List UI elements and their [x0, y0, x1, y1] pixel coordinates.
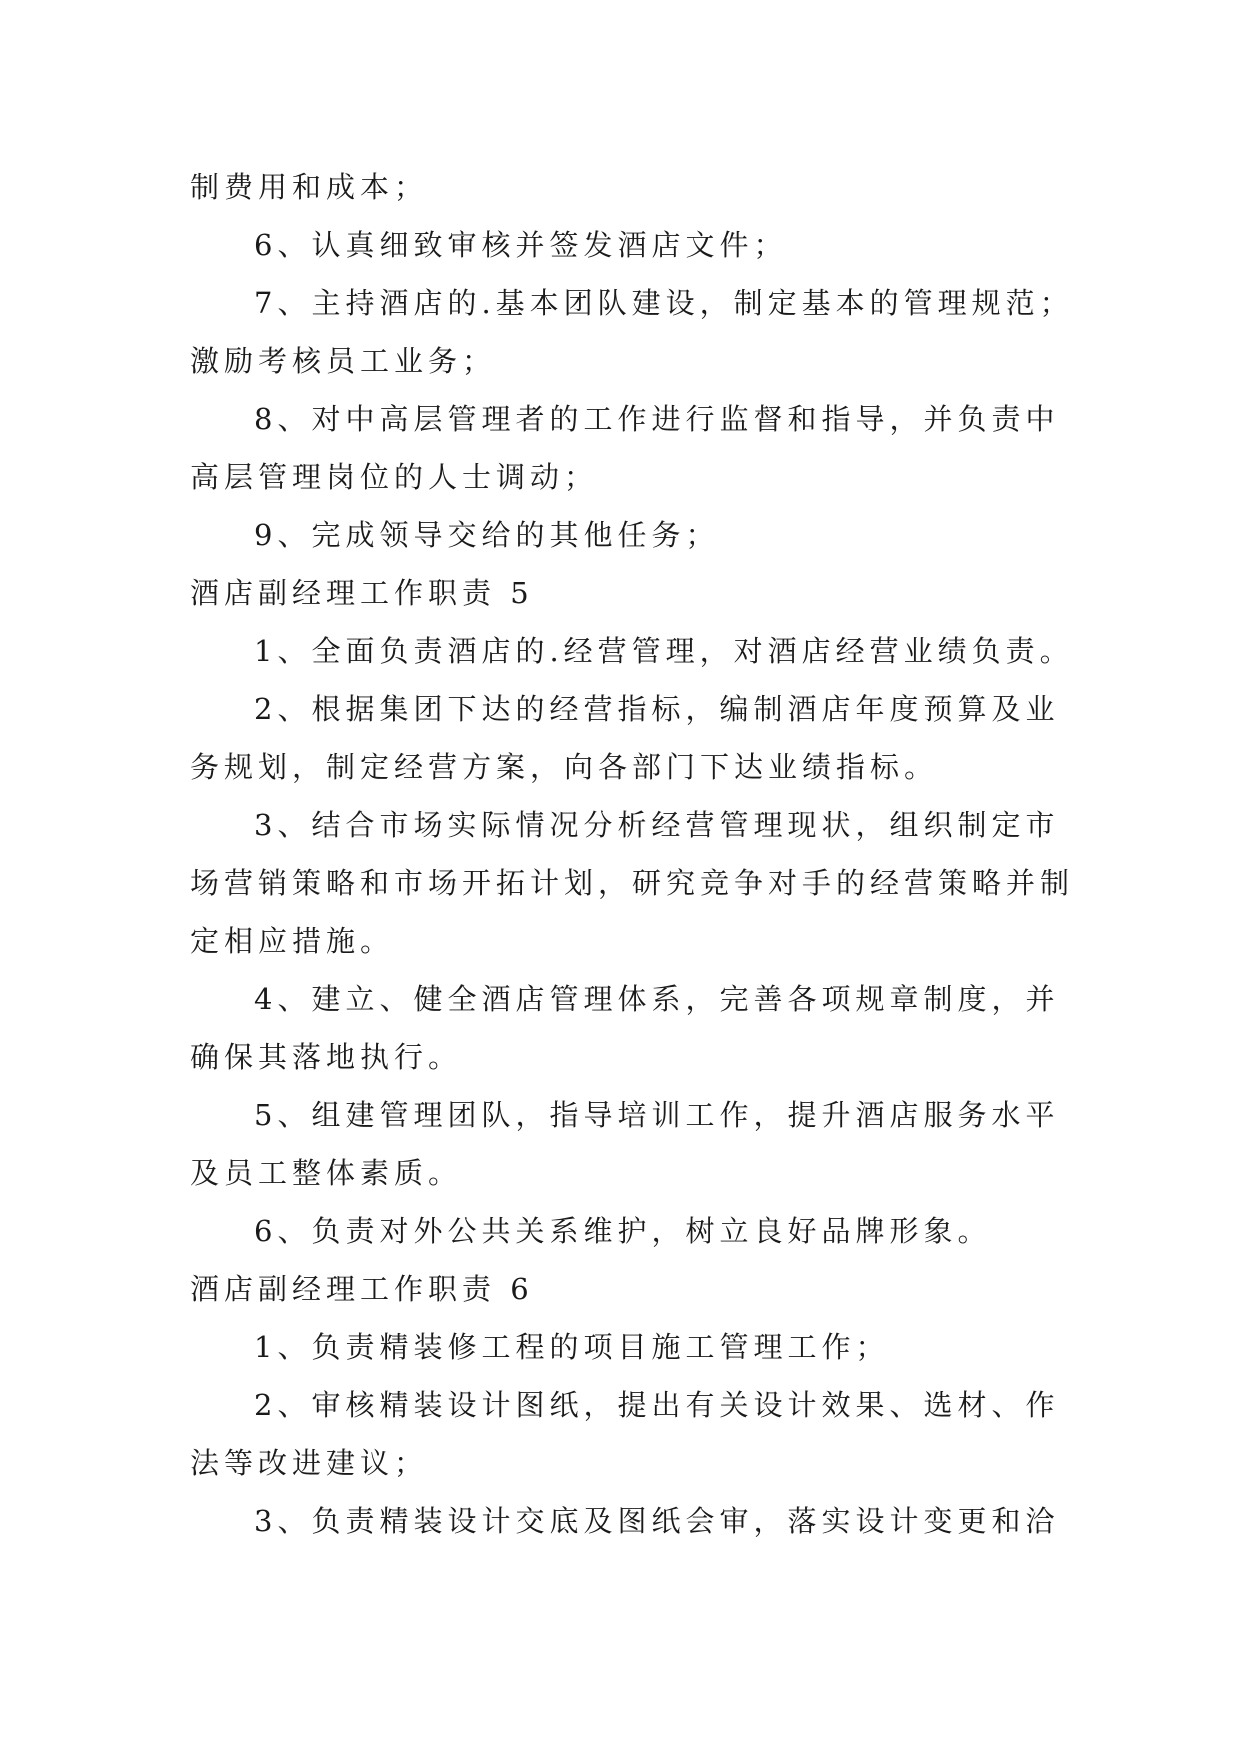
list-item: 6、认真细致审核并签发酒店文件；	[254, 228, 788, 262]
list-item: 8、对中高层管理者的工作进行监督和指导，并负责中	[254, 402, 1060, 436]
list-item: 3、负责精装设计交底及图纸会审，落实设计变更和洽	[254, 1504, 1060, 1538]
list-item: 1、全面负责酒店的.经营管理，对酒店经营业绩负责。	[254, 634, 1074, 668]
section-heading: 酒店副经理工作职责 6	[190, 1272, 534, 1306]
list-item: 4、建立、健全酒店管理体系，完善各项规章制度，并	[254, 982, 1060, 1016]
text-line: 制费用和成本；	[190, 170, 429, 204]
text-line: 激励考核员工业务；	[190, 344, 497, 378]
text-line: 法等改进建议；	[190, 1446, 429, 1480]
document-body	[190, 158, 1075, 1550]
text-line: 及员工整体素质。	[190, 1156, 463, 1190]
list-item: 1、负责精装修工程的项目施工管理工作；	[254, 1330, 890, 1364]
text-line: 务规划，制定经营方案，向各部门下达业绩指标。	[190, 750, 939, 784]
list-item: 2、审核精装设计图纸，提出有关设计效果、选材、作	[254, 1388, 1060, 1422]
section-heading: 酒店副经理工作职责 5	[190, 576, 534, 610]
list-item: 2、根据集团下达的经营指标，编制酒店年度预算及业	[254, 692, 1060, 726]
list-item: 6、负责对外公共关系维护，树立良好品牌形象。	[254, 1214, 992, 1248]
text-line: 高层管理岗位的人士调动；	[190, 460, 599, 494]
list-item: 3、结合市场实际情况分析经营管理现状，组织制定市	[254, 808, 1060, 842]
text-line: 确保其落地执行。	[190, 1040, 463, 1074]
text-line: 场营销策略和市场开拓计划，研究竞争对手的经营策略并制	[190, 866, 1075, 900]
list-item: 5、组建管理团队，指导培训工作，提升酒店服务水平	[254, 1098, 1060, 1132]
list-item: 9、完成领导交给的其他任务；	[254, 518, 720, 552]
text-line: 定相应措施。	[190, 924, 395, 958]
list-item: 7、主持酒店的.基本团队建设，制定基本的管理规范；	[254, 286, 1074, 320]
